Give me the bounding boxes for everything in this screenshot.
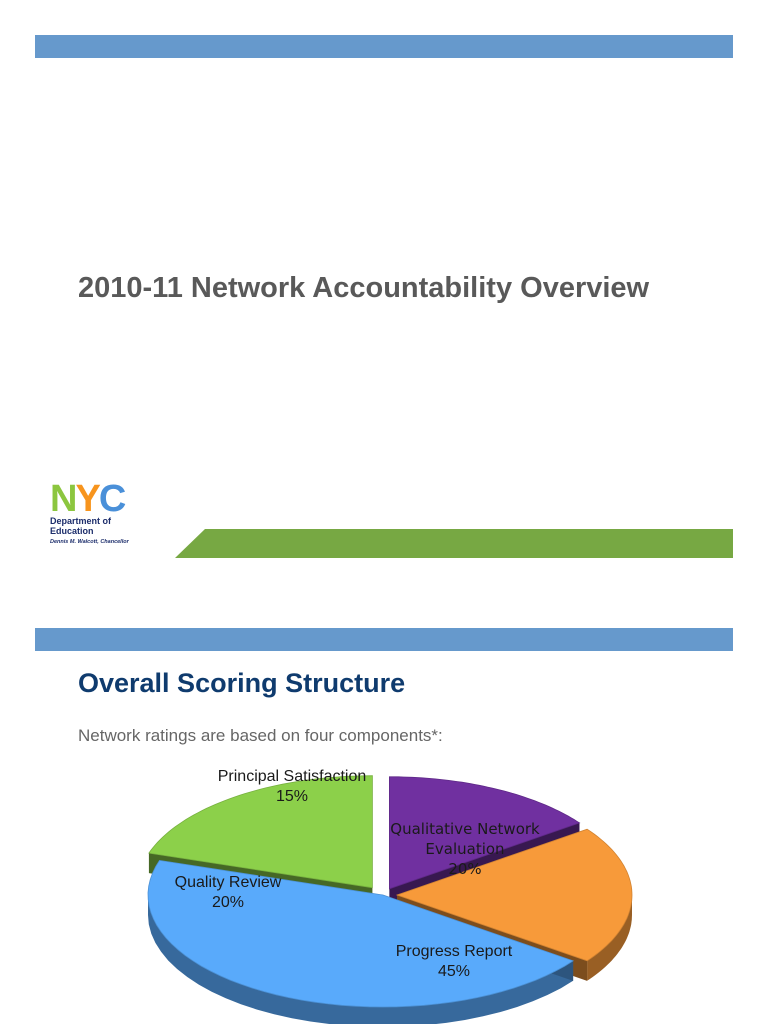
scoring-title: Overall Scoring Structure <box>78 668 406 698</box>
green-footer-bar <box>175 529 733 558</box>
scoring-slide <box>0 590 768 1024</box>
logo-department: Department of Education <box>50 516 112 536</box>
pie-label-quality-review: Quality Review 20% <box>174 874 282 911</box>
pie-label-qualitative-network-evaluation: Qualitative Network Evaluation 20% <box>390 820 540 878</box>
pie-label-progress-report: Progress Report 45% <box>395 943 513 980</box>
scoring-subtitle: Network ratings are based on four components*: <box>78 726 443 745</box>
slide-title: 2010-11 Network Accountability Overview <box>78 272 650 304</box>
pie-chart <box>0 760 768 1024</box>
logo-chancellor: Dennis M. Walcott, Chancellor <box>50 539 129 545</box>
header-bar-2 <box>35 628 733 651</box>
nyc-doe-logo <box>50 478 160 545</box>
header-bar <box>35 35 733 58</box>
nyc-logo-letters: NYC <box>50 478 125 520</box>
pie-label-principal-satisfaction: Principal Satisfaction 15% <box>217 768 367 805</box>
